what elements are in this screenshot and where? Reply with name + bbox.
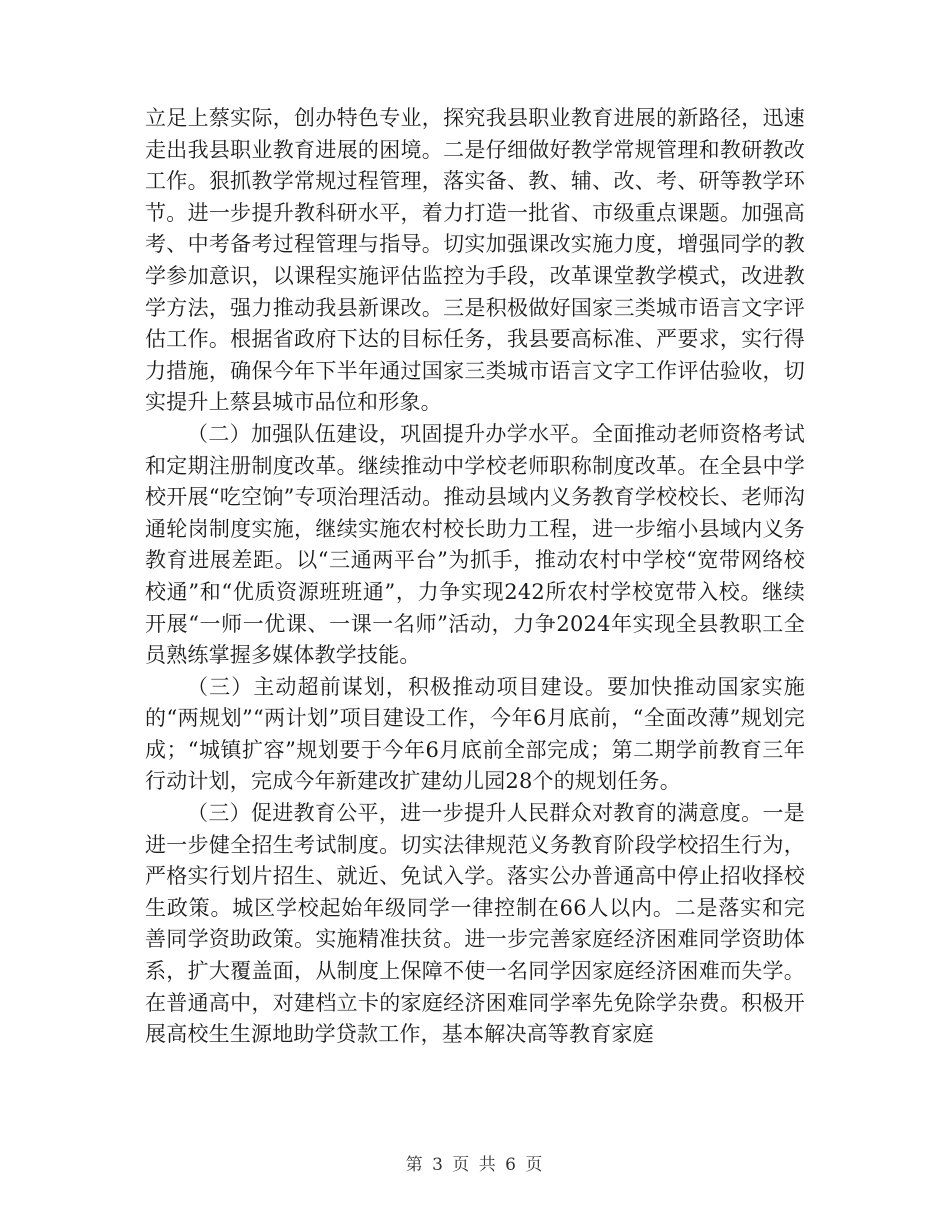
paragraph-continuation: 立足上蔡实际，创办特色专业，探究我县职业教育进展的新路径，迅速走出我县职业教育进展的困境。二是仔细做好教学常规管理和教研教改工作。狠抓教学常规过程管理，落实备、教、辅、改、考、研等教学环节。进一步提升教科研水平，着力打造一批省、市级重点课题。加强高考、中考备考过程管理与指导。切实加强课改实施力度，增强同学的教学参加意识，以课程实施评估监控为手段，改革课堂教学模式，改进教学方法，强力推动我县新课改。三是积极做好国家三类城市语言文字评估工作。根据省政府下达的目标任务，我县要高标准、严要求，实行得力措施，确保今年下半年通过国家三类城市语言文字工作评估验收，切实提升上蔡县城市品位和形象。 [145,106,805,415]
page-footer: 第 3 页 共 6 页 [405,1155,545,1175]
paragraph-section-2: （二）加强队伍建设，巩固提升办学水平。全面推动老师资格考试和定期注册制度改革。继续推动中学校老师职称制度改革。在全县中学校开展“吃空饷”专项治理活动。推动县域内义务教育学校校长、老师沟通轮岗制度实施，继续实施农村校长助力工程，进一步缩小县域内义务教育进展差距。以“三通两平台”为抓手，推动农村中学校“宽带网络校校通”和“优质资源班班通”，力争实现242所农村学校宽带入校。继续开展“一师一优课、一课一名师”活动，力争2024年实现全县教职工全员熟练掌握多媒体教学技能。 [145,421,805,668]
paragraph-section-3b: （三）促进教育公平，进一步提升人民群众对教育的满意度。一是进一步健全招生考试制度。切实法律规范义务教育阶段学校招生行为，严格实行划片招生、就近、免试入学。落实公办普通高中停止招收择校生政策。城区学校起始年级同学一律控制在66人以内。二是落实和完善同学资助政策。实施精准扶贫。进一步完善家庭经济困难同学资助体系，扩大覆盖面，从制度上保障不使一名同学因家庭经济困难而失学。在普通高中，对建档立卡的家庭经济困难同学率先免除学杂费。积极开展高校生生源地助学贷款工作，基本解决高等教育家庭 [145,801,805,1047]
paragraph-section-3a: （三）主动超前谋划，积极推动项目建设。要加快推动国家实施的“两规划”“两计划”项目建设工作，今年6月底前，“全面改薄”规划完成；“城镇扩容”规划要于今年6月底前全部完成；第二期学前教育三年行动计划，完成今年新建改扩建幼儿园28个的规划任务。 [145,674,805,794]
document-body [145,103,805,1051]
